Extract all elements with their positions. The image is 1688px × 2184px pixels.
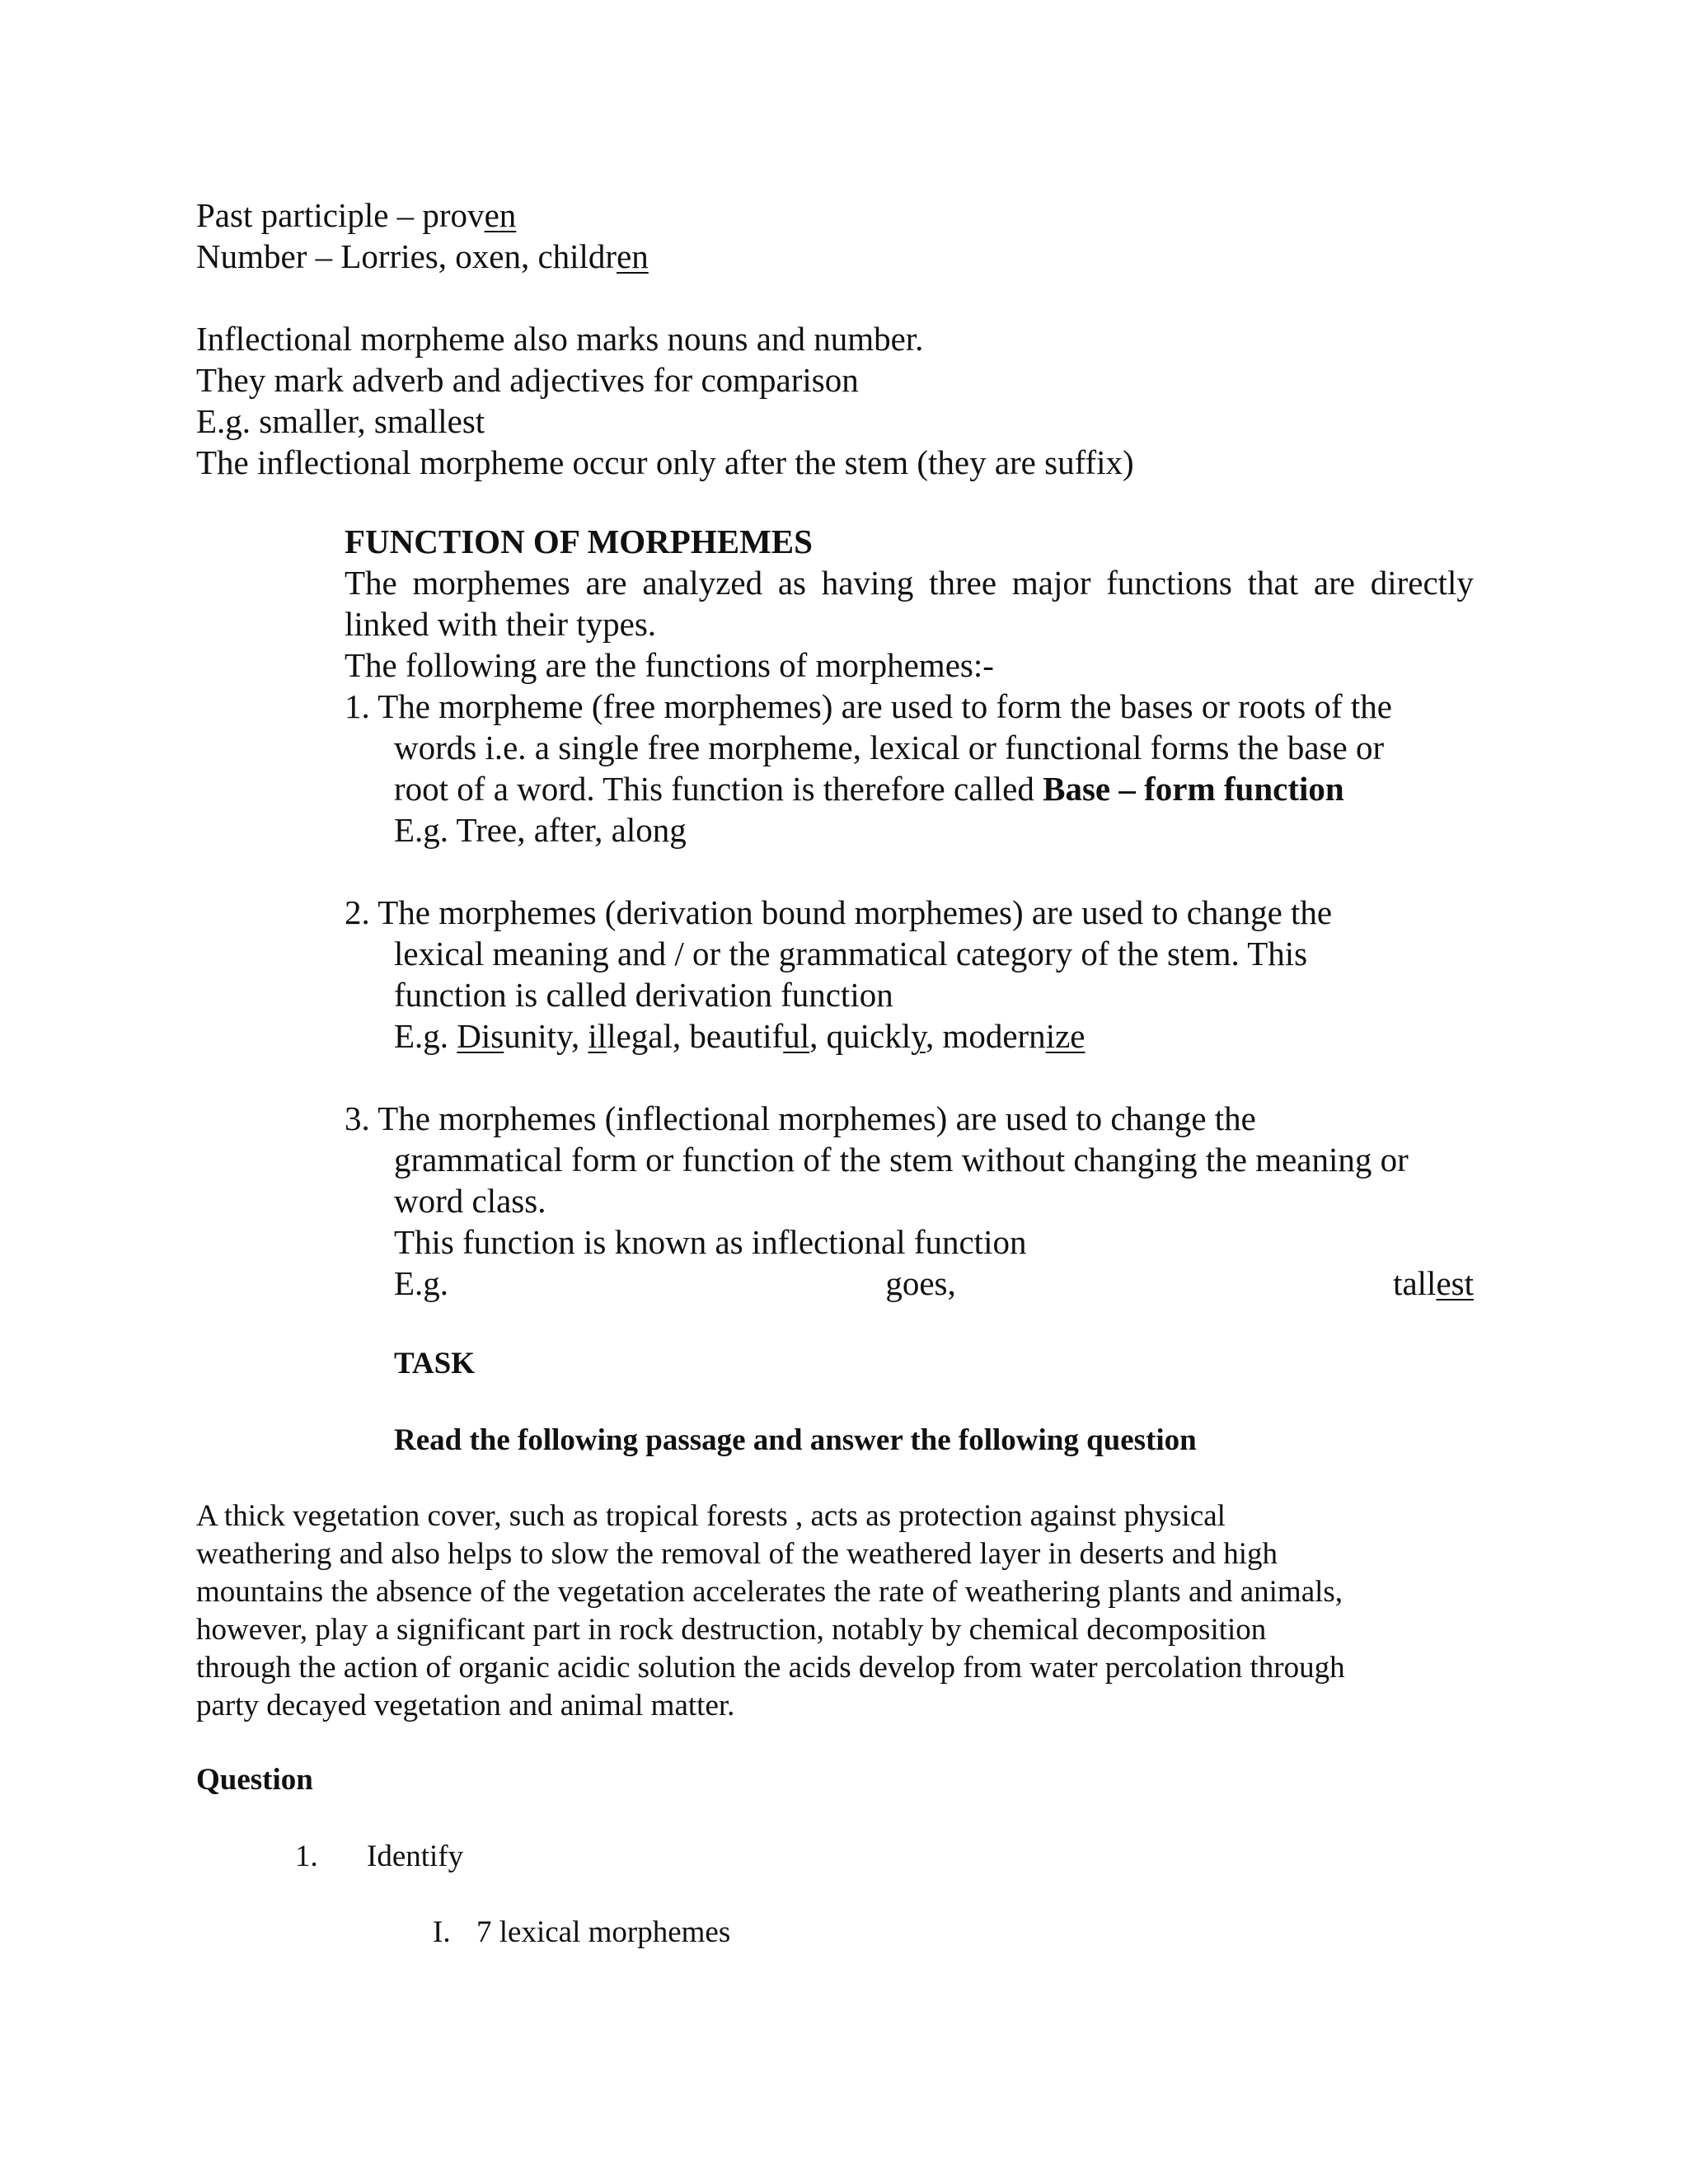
- question-item-number: 1.: [295, 1840, 318, 1873]
- function-item-1-line: root of a word. This function is therefore called Base – form function: [394, 770, 1344, 808]
- function-item-3-line: 3. The morphemes (inflectional morphemes) are used to change the: [345, 1099, 1256, 1137]
- function-item-2-line: function is called derivation function: [394, 976, 893, 1014]
- function-item-3-example: [394, 1263, 1474, 1304]
- passage-line: party decayed vegetation and animal matter.: [196, 1689, 735, 1722]
- function-intro-line: The morphemes are analyzed as having three major functions that are directly: [345, 564, 1474, 602]
- passage-line: A thick vegetation cover, such as tropical forests , acts as protection against physical: [196, 1499, 1226, 1533]
- question-sub-numeral: I.: [433, 1915, 451, 1949]
- function-item-1-example: E.g. Tree, after, along: [394, 811, 687, 849]
- inflectional-note: E.g. smaller, smallest: [196, 402, 485, 440]
- question-item-text: Identify: [367, 1840, 464, 1873]
- past-participle-line: Past participle – proven: [196, 196, 517, 234]
- function-item-3-line: grammatical form or function of the stem without changing the meaning or: [394, 1141, 1409, 1179]
- function-item-1-line: words i.e. a single free morpheme, lexical or functional forms the base or: [394, 729, 1385, 766]
- example-label: E.g.: [394, 1264, 449, 1302]
- inflectional-note: The inflectional morpheme occur only after the stem (they are suffix): [196, 443, 1134, 481]
- function-heading: FUNCTION OF MORPHEMES: [345, 523, 813, 560]
- function-item-3-line: word class.: [394, 1182, 546, 1220]
- function-item-2-line: lexical meaning and / or the grammatical category of the stem. This: [394, 935, 1308, 972]
- passage-line: however, play a significant part in rock destruction, notably by chemical decomposition: [196, 1613, 1267, 1647]
- passage-line: mountains the absence of the vegetation accelerates the rate of weathering plants and animals,: [196, 1575, 1343, 1609]
- task-heading: TASK: [394, 1347, 476, 1380]
- inflectional-note: Inflectional morpheme also marks nouns and number.: [196, 320, 924, 358]
- passage-line: weathering and also helps to slow the removal of the weathered layer in deserts and high: [196, 1537, 1278, 1571]
- example-word: tallest: [1393, 1264, 1474, 1302]
- function-item-1-line: 1. The morpheme (free morphemes) are used to form the bases or roots of the: [345, 687, 1392, 725]
- number-line: Number – Lorries, oxen, children: [196, 237, 649, 275]
- passage-line: through the action of organic acidic solution the acids develop from water percolation through: [196, 1651, 1345, 1685]
- question-sub-text: 7 lexical morphemes: [476, 1915, 731, 1949]
- function-intro-line: linked with their types.: [345, 605, 657, 643]
- inflectional-note: They mark adverb and adjectives for comparison: [196, 361, 859, 399]
- function-item-3-line: This function is known as inflectional function: [394, 1223, 1027, 1261]
- function-item-2-example: E.g. Disunity, illegal, beautiful, quickly, modernize: [394, 1017, 1085, 1055]
- task-instruction: Read the following passage and answer the following question: [394, 1423, 1197, 1457]
- question-heading: Question: [196, 1763, 313, 1797]
- function-item-2-line: 2. The morphemes (derivation bound morphemes) are used to change the: [345, 893, 1333, 931]
- function-intro-line: The following are the functions of morphemes:-: [345, 646, 994, 684]
- base-form-function-term: Base – form function: [1043, 770, 1344, 808]
- example-word: goes,: [885, 1264, 956, 1302]
